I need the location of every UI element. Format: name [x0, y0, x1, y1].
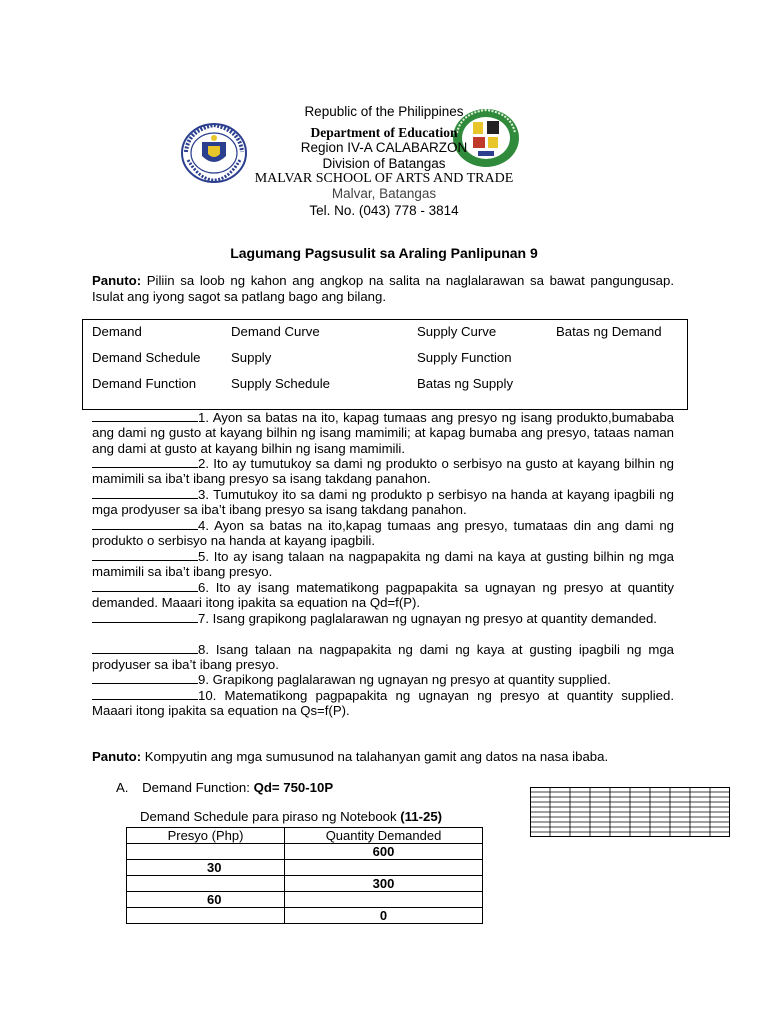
question-item — [92, 549, 674, 580]
answer-blank[interactable] — [92, 672, 198, 684]
question-item — [92, 456, 674, 487]
question-text: 8. Isang talaan na nagpapakita ng dami ng kaya at gusting ipagbili ng mga prodyuser sa iba’t ibang presyo. — [92, 642, 674, 673]
table-row — [127, 844, 483, 860]
instructions-2-label: Panuto: — [92, 749, 142, 764]
table-row — [127, 892, 483, 908]
answer-blank[interactable] — [92, 456, 198, 468]
word-choice: Supply Curve — [417, 324, 497, 339]
quantity-cell[interactable] — [285, 860, 483, 876]
schedule-note: (11-25) — [400, 809, 443, 824]
answer-blank[interactable] — [92, 580, 198, 592]
instructions-1 — [92, 273, 674, 304]
instructions-1-label: Panuto: — [92, 273, 142, 288]
header-town: Malvar, Batangas — [331, 186, 437, 201]
answer-blank[interactable] — [92, 688, 198, 700]
word-choice: Supply Schedule — [231, 376, 330, 391]
section-a-label: Demand Function: — [142, 780, 250, 795]
column-header: Presyo (Php) — [127, 828, 285, 844]
answer-blank[interactable] — [92, 642, 198, 654]
header-tel: Tel. No. (043) 778 - 3814 — [309, 203, 459, 218]
header-department: Department of Education — [310, 125, 458, 140]
question-text: 9. Grapikong paglalarawan ng ugnayan ng presyo at quantity supplied. — [198, 672, 611, 687]
price-cell[interactable] — [127, 908, 285, 924]
question-item — [92, 518, 674, 549]
answer-blank[interactable] — [92, 410, 198, 422]
question-text: 1. Ayon sa batas na ito, kapag tumaas ang presyo ng isang produkto,bumababa ang dami ng gusto at kayang bilhin ng isang mamimili; at kapag bumaba ang presyo, tataas naman ang dami at gusto at kayang bilhin ng isang mamimili. — [92, 410, 674, 456]
question-text: 2. Ito ay tumutukoy sa dami ng produkto o serbisyo na gusto at kayang bilhin ng mamimili sa iba’t ibang presyo sa isang takdang panahon. — [92, 456, 674, 487]
question-text: 3. Tumutukoy ito sa dami ng produkto p serbisyo na handa at kayang ipagbili ng mga prodyuser sa iba’t ibang presyo sa isang takdang panahon. — [92, 487, 674, 518]
word-choice: Demand — [92, 324, 142, 339]
question-text: 10. Matematikong pagpapakita ng ugnayan ng presyo at quantity supplied. Maaari itong ipakita sa equation na Qs=f(P). — [92, 688, 674, 719]
quantity-cell[interactable] — [285, 892, 483, 908]
quantity-cell[interactable]: 300 — [285, 876, 483, 892]
table-row — [127, 908, 483, 924]
question-item — [92, 487, 674, 518]
section-a-heading — [116, 780, 333, 795]
header-school: MALVAR SCHOOL OF ARTS AND TRADE — [254, 171, 514, 186]
blank-grid-table — [530, 787, 730, 837]
price-cell[interactable]: 60 — [127, 892, 285, 908]
word-choice-box — [82, 319, 688, 410]
answer-blank[interactable] — [92, 487, 198, 499]
answer-blank[interactable] — [92, 518, 198, 530]
price-cell[interactable] — [127, 876, 285, 892]
demand-schedule-table — [126, 827, 483, 924]
question-item — [92, 410, 674, 456]
answer-blank[interactable] — [92, 611, 198, 623]
schedule-title-text: Demand Schedule para piraso ng Notebook — [140, 809, 397, 824]
section-a-letter: A. — [116, 780, 129, 795]
table-row — [127, 860, 483, 876]
answer-blank[interactable] — [92, 549, 198, 561]
question-item — [92, 688, 674, 719]
question-text: 6. Ito ay isang matematikong pagpapakita sa ugnayan ng presyo at quantity demanded. Maaari itong ipakita sa equation na Qd=f(P). — [92, 580, 674, 611]
instructions-2-text: Kompyutin ang mga sumusunod na talahanyan gamit ang datos na nasa ibaba. — [144, 749, 609, 764]
quantity-cell[interactable]: 600 — [285, 844, 483, 860]
word-choice: Batas ng Supply — [417, 376, 514, 391]
instructions-2 — [92, 749, 674, 765]
demand-function-formula: Qd= 750-10P — [253, 780, 334, 795]
table-header-row — [127, 828, 483, 844]
table-row — [127, 876, 483, 892]
header-region: Region IV-A CALABARZON — [300, 140, 468, 155]
column-header: Quantity Demanded — [285, 828, 483, 844]
header-republic: Republic of the Philippines — [304, 104, 464, 119]
word-choice: Demand Function — [92, 376, 197, 391]
word-choice: Supply Function — [417, 350, 512, 365]
price-cell[interactable]: 30 — [127, 860, 285, 876]
schedule-title — [140, 809, 442, 824]
question-item — [92, 642, 674, 673]
question-item — [92, 580, 674, 611]
question-text: 4. Ayon sa batas na ito,kapag tumaas ang presyo, tumataas din ang dami ng produkto o serbisyo na handa at kayang ipagbili. — [92, 518, 674, 549]
question-item — [92, 672, 674, 687]
quantity-cell[interactable]: 0 — [285, 908, 483, 924]
word-choice: Supply — [231, 350, 272, 365]
word-choice: Demand Schedule — [92, 350, 201, 365]
word-choice: Batas ng Demand — [556, 324, 662, 339]
instructions-1-text: Piliin sa loob ng kahon ang angkop na salita na naglalarawan sa bawat pangungusap. Isulat ang iyong sagot sa patlang bago ang bilang. — [92, 273, 675, 304]
page-title: Lagumang Pagsusulit sa Araling Panlipunan 9 — [230, 245, 538, 261]
price-cell[interactable] — [127, 844, 285, 860]
header-division: Division of Batangas — [322, 156, 446, 171]
question-text: 7. Isang grapikong paglalarawan ng ugnayan ng presyo at quantity demanded. — [198, 611, 657, 626]
question-text: 5. Ito ay isang talaan na nagpapakita ng dami na kaya at gusting bilhin ng mga mamimili sa iba’t ibang presyo. — [92, 549, 674, 580]
question-item — [92, 611, 674, 626]
word-choice: Demand Curve — [231, 324, 320, 339]
